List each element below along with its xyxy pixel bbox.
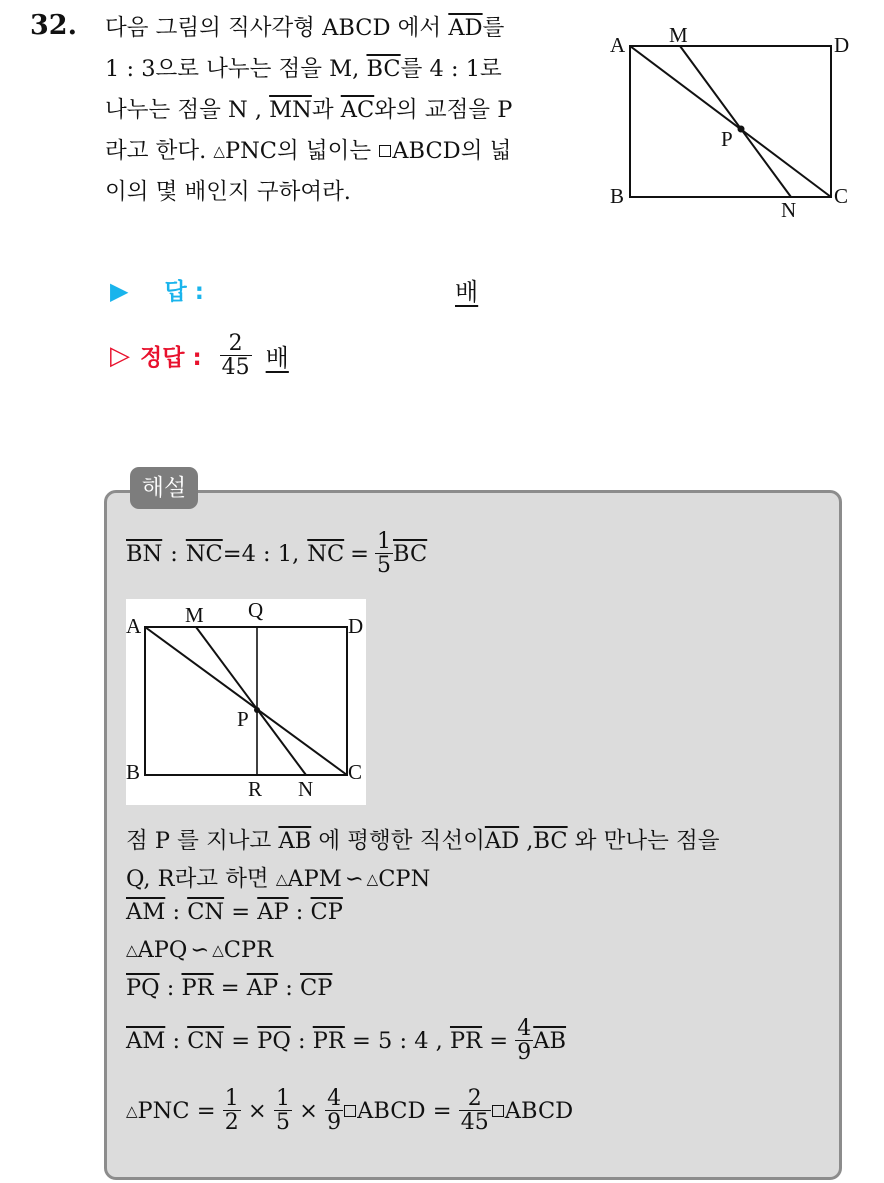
solution-line-1: $\overline{BN}$ : $\overline{NC}$ =4 : 1, $\overline{NC}$ = $\frac{1}{5}$ $\overline{BC}$ xyxy=(126,529,428,579)
correct-answer-unit: 배 xyxy=(265,344,289,373)
problem-line-1: 다음 그림의 직사각형 ABCD 에서 $\overline{AD}$를 xyxy=(105,15,505,41)
problem-number: 32. xyxy=(30,10,77,41)
solution-line-7: $\overline{AM}$ : $\overline{CN}$ = $\overline{PQ}$ : $\overline{PR}$ = 5 : 4 , $\overline{PR}$ = $\frac{4}{9}$ $\overline{AB}$ xyxy=(126,1016,567,1066)
solution-tag: 해설 xyxy=(130,467,198,509)
label-a: A xyxy=(126,614,142,638)
solution-line-5: △APQ ∽ △CPR xyxy=(126,937,274,963)
label-p: P xyxy=(721,127,733,151)
label-n: N xyxy=(298,777,314,801)
problem-line-5: 이의 몇 배인지 구하여라. xyxy=(105,179,351,205)
solution-line-8: △ PNC = $\frac{1}{2}$ × $\frac{1}{5}$ × $\frac{4}{9}$ ABCD = $\frac{2}{45}$ ABCD xyxy=(126,1086,574,1136)
label-n: N xyxy=(781,198,797,222)
label-b: B xyxy=(126,760,141,784)
label-m: M xyxy=(185,603,204,627)
solution-line-4: $\overline{AM}$ : $\overline{CN} = \overline{AP}$ : $\overline{CP}$ xyxy=(126,899,343,925)
correct-answer-fraction: $\frac{2}{45}$ xyxy=(221,331,250,381)
answer-label: 답 : xyxy=(164,279,204,305)
label-b: B xyxy=(610,184,625,208)
problem-line-4: 라고 한다. △PNC의 넓이는 ABCD의 넓 xyxy=(105,138,512,164)
label-d: D xyxy=(834,33,850,57)
correct-play-outline-icon: ▷ xyxy=(110,340,130,371)
label-r: R xyxy=(248,777,263,801)
square-icon xyxy=(379,145,391,157)
point-p xyxy=(738,126,745,133)
answer-unit: 배 xyxy=(455,278,479,306)
point-p xyxy=(254,707,260,713)
label-c: C xyxy=(348,760,363,784)
segment-ac xyxy=(630,46,831,197)
problem-line-3: 나누는 점을 N , $\overline{MN}$과 $\overline{AC}$와의 교점을 P xyxy=(105,97,513,123)
correct-answer-row xyxy=(110,332,289,379)
solution-line-6: $\overline{PQ}$ : $\overline{PR} = \overline{AP}$ : $\overline{CP}$ xyxy=(126,975,333,1001)
label-p: P xyxy=(237,707,249,731)
label-m: M xyxy=(669,23,688,47)
label-d: D xyxy=(348,614,364,638)
problem-figure xyxy=(604,20,854,225)
correct-answer-label: 정답 : xyxy=(140,345,202,372)
segment-mn xyxy=(680,46,791,197)
solution-figure xyxy=(126,599,366,805)
answer-row xyxy=(110,273,204,306)
solution-line-2: 점 P 를 지나고 $\overline{AB}$ 에 평행한 직선이$\overline{AD}$ $,\overline{BC}$ 와 만나는 점을 xyxy=(126,828,720,854)
square-icon xyxy=(344,1105,356,1117)
solution-line-3: Q, R라고 하면 △APM ∽ △CPN xyxy=(126,866,431,892)
answer-play-icon: ▶ xyxy=(110,277,129,305)
label-c: C xyxy=(834,184,849,208)
square-icon xyxy=(492,1105,504,1117)
label-a: A xyxy=(610,33,626,57)
problem-line-2: 1 : 3으로 나누는 점을 M, $\overline{BC}$를 4 : 1로 xyxy=(105,56,502,82)
label-q: Q xyxy=(248,599,264,622)
